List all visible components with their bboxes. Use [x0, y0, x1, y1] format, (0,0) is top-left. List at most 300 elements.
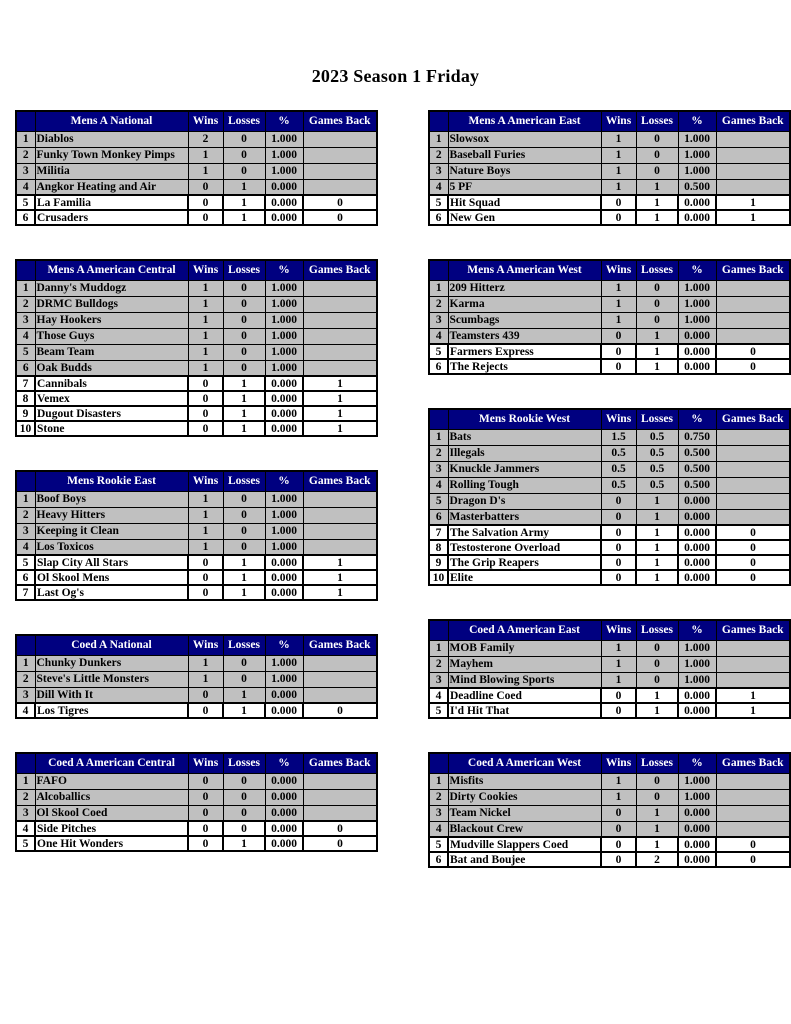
wins-cell: 0 [188, 821, 223, 836]
rank-header-cell [16, 111, 35, 131]
wins-cell: 1 [601, 640, 636, 656]
wins-cell: 0 [188, 836, 223, 851]
team-row [429, 359, 790, 374]
losses-cell: 0 [636, 773, 678, 789]
games-back-cell [303, 344, 377, 360]
pct-cell: 1.000 [265, 163, 303, 179]
team-name-cell: Hit Squad [448, 195, 601, 210]
pct-header: % [265, 260, 303, 280]
losses-header: Losses [636, 753, 678, 773]
wins-cell: 0 [601, 493, 636, 509]
pct-cell: 0.000 [678, 525, 716, 540]
losses-cell: 1 [223, 391, 265, 406]
team-row [16, 555, 377, 570]
wins-cell: 0 [188, 687, 223, 703]
wins-cell: 0 [188, 789, 223, 805]
wins-cell: 0 [601, 837, 636, 852]
team-row [16, 523, 377, 539]
wins-cell: 1 [188, 507, 223, 523]
team-name-cell: Boof Boys [35, 491, 188, 507]
games-back-cell [303, 671, 377, 687]
wins-cell: 0 [188, 703, 223, 718]
games-back-cell: 1 [303, 570, 377, 585]
pct-cell: 1.000 [265, 671, 303, 687]
team-row [429, 445, 790, 461]
games-back-cell [303, 523, 377, 539]
team-row [16, 507, 377, 523]
pct-cell: 0.000 [265, 391, 303, 406]
standings-table [15, 634, 378, 719]
table-body [16, 131, 377, 225]
pct-cell: 0.500 [678, 179, 716, 195]
wins-cell: 1 [601, 656, 636, 672]
games-back-cell [716, 445, 790, 461]
standings-table [15, 110, 378, 226]
team-row [429, 210, 790, 225]
losses-cell: 0 [223, 671, 265, 687]
pct-header: % [265, 753, 303, 773]
games-back-cell: 0 [303, 210, 377, 225]
table-header-row [16, 635, 377, 655]
table-header-row [429, 620, 790, 640]
rank-cell: 6 [16, 210, 35, 225]
team-row [16, 131, 377, 147]
team-row [429, 312, 790, 328]
losses-cell: 1 [223, 703, 265, 718]
rank-cell: 2 [16, 507, 35, 523]
pct-header: % [265, 471, 303, 491]
team-name-cell: Masterbatters [448, 509, 601, 525]
games-back-header: Games Back [716, 620, 790, 640]
pct-header: % [678, 111, 716, 131]
losses-cell: 0.5 [636, 461, 678, 477]
pct-cell: 0.000 [265, 585, 303, 600]
losses-cell: 1 [636, 328, 678, 344]
games-back-cell: 0 [303, 836, 377, 851]
losses-cell: 1 [223, 376, 265, 391]
team-row [429, 852, 790, 867]
rank-cell: 7 [16, 585, 35, 600]
rank-cell: 10 [429, 570, 448, 585]
games-back-cell [303, 539, 377, 555]
games-back-cell: 0 [716, 344, 790, 359]
games-back-cell [716, 147, 790, 163]
wins-cell: 1 [188, 296, 223, 312]
rank-cell: 5 [429, 493, 448, 509]
table-header-row [429, 753, 790, 773]
rank-cell: 2 [16, 147, 35, 163]
wins-cell: 0 [601, 509, 636, 525]
standings-table [15, 470, 378, 601]
pct-cell: 1.000 [265, 523, 303, 539]
team-name-cell: The Rejects [448, 359, 601, 374]
losses-cell: 0 [223, 280, 265, 296]
team-name-cell: Oak Budds [35, 360, 188, 376]
pct-cell: 0.000 [678, 493, 716, 509]
losses-cell: 0 [223, 523, 265, 539]
losses-cell: 1 [636, 210, 678, 225]
rank-cell: 6 [429, 509, 448, 525]
wins-cell: 1.5 [601, 429, 636, 445]
rank-cell: 2 [429, 147, 448, 163]
wins-cell: 0 [601, 525, 636, 540]
wins-cell: 1 [601, 672, 636, 688]
games-back-cell [716, 461, 790, 477]
rank-cell: 3 [16, 805, 35, 821]
games-back-cell [716, 672, 790, 688]
wins-cell: 1 [601, 131, 636, 147]
division-title: Coed A American East [448, 620, 601, 640]
rank-header-cell [429, 409, 448, 429]
team-row [16, 280, 377, 296]
team-row [16, 391, 377, 406]
wins-cell: 0 [188, 570, 223, 585]
wins-cell: 0 [601, 540, 636, 555]
games-back-cell: 0 [716, 359, 790, 374]
pct-cell: 0.000 [678, 570, 716, 585]
games-back-cell [303, 507, 377, 523]
team-name-cell: Misfits [448, 773, 601, 789]
team-row [16, 376, 377, 391]
losses-cell: 1 [636, 344, 678, 359]
losses-header: Losses [636, 409, 678, 429]
standings-table [428, 259, 791, 375]
team-name-cell: Slap City All Stars [35, 555, 188, 570]
wins-cell: 0.5 [601, 461, 636, 477]
wins-cell: 1 [188, 163, 223, 179]
team-row [16, 491, 377, 507]
losses-cell: 0 [223, 344, 265, 360]
rank-cell: 3 [16, 687, 35, 703]
pct-cell: 0.000 [678, 805, 716, 821]
wins-header: Wins [188, 753, 223, 773]
team-row [429, 672, 790, 688]
losses-header: Losses [223, 260, 265, 280]
losses-cell: 0 [636, 640, 678, 656]
games-back-cell [303, 296, 377, 312]
team-row [429, 525, 790, 540]
rank-header-cell [16, 635, 35, 655]
team-row [429, 131, 790, 147]
team-name-cell: Dirty Cookies [448, 789, 601, 805]
rank-cell: 4 [16, 179, 35, 195]
wins-header: Wins [601, 260, 636, 280]
team-name-cell: Those Guys [35, 328, 188, 344]
team-name-cell: Ol Skool Mens [35, 570, 188, 585]
losses-cell: 0.5 [636, 477, 678, 493]
pct-cell: 0.500 [678, 445, 716, 461]
wins-cell: 1 [601, 280, 636, 296]
team-row [429, 555, 790, 570]
games-back-cell: 1 [716, 703, 790, 718]
rank-cell: 3 [429, 461, 448, 477]
pct-header: % [265, 635, 303, 655]
team-name-cell: Los Tigres [35, 703, 188, 718]
pct-cell: 1.000 [678, 312, 716, 328]
pct-cell: 0.000 [678, 540, 716, 555]
wins-cell: 1 [188, 539, 223, 555]
wins-cell: 1 [188, 360, 223, 376]
team-row [429, 195, 790, 210]
losses-cell: 0.5 [636, 445, 678, 461]
team-name-cell: FAFO [35, 773, 188, 789]
games-back-cell: 0 [716, 570, 790, 585]
team-row [16, 296, 377, 312]
losses-header: Losses [223, 753, 265, 773]
games-back-cell [716, 312, 790, 328]
wins-cell: 0 [188, 421, 223, 436]
team-name-cell: The Grip Reapers [448, 555, 601, 570]
games-back-header: Games Back [303, 753, 377, 773]
rank-cell: 3 [429, 805, 448, 821]
rank-cell: 3 [16, 312, 35, 328]
team-row [16, 687, 377, 703]
rank-cell: 1 [16, 131, 35, 147]
rank-cell: 3 [16, 163, 35, 179]
team-name-cell: Side Pitches [35, 821, 188, 836]
wins-cell: 0 [601, 688, 636, 703]
rank-cell: 5 [16, 195, 35, 210]
wins-cell: 0 [188, 195, 223, 210]
page-title: 2023 Season 1 Friday [311, 66, 480, 86]
division-title: Mens A American East [448, 111, 601, 131]
rank-cell: 2 [429, 296, 448, 312]
losses-cell: 1 [223, 195, 265, 210]
pct-cell: 0.000 [678, 821, 716, 837]
team-name-cell: 209 Hitterz [448, 280, 601, 296]
rank-cell: 3 [16, 523, 35, 539]
pct-cell: 1.000 [265, 296, 303, 312]
team-row [16, 195, 377, 210]
wins-cell: 0 [601, 359, 636, 374]
pct-cell: 1.000 [265, 328, 303, 344]
team-name-cell: Angkor Heating and Air [35, 179, 188, 195]
games-back-cell [716, 163, 790, 179]
games-back-header: Games Back [716, 409, 790, 429]
pct-cell: 1.000 [678, 131, 716, 147]
pct-header: % [265, 111, 303, 131]
team-row [16, 210, 377, 225]
games-back-cell: 0 [303, 821, 377, 836]
pct-cell: 0.000 [265, 687, 303, 703]
games-back-header: Games Back [303, 260, 377, 280]
wins-cell: 0 [188, 773, 223, 789]
division-title: Mens Rookie East [35, 471, 188, 491]
wins-cell: 0 [188, 391, 223, 406]
table-body [429, 280, 790, 374]
pct-cell: 1.000 [265, 131, 303, 147]
pct-header: % [678, 753, 716, 773]
standings-table [428, 752, 791, 868]
rank-cell: 4 [16, 703, 35, 718]
wins-header: Wins [188, 471, 223, 491]
losses-header: Losses [636, 260, 678, 280]
losses-header: Losses [223, 635, 265, 655]
team-row [16, 163, 377, 179]
wins-cell: 1 [188, 523, 223, 539]
rank-cell: 6 [429, 210, 448, 225]
team-name-cell: MOB Family [448, 640, 601, 656]
pct-cell: 0.000 [678, 344, 716, 359]
rank-cell: 7 [16, 376, 35, 391]
wins-cell: 0 [601, 344, 636, 359]
team-row [16, 585, 377, 600]
games-back-header: Games Back [716, 753, 790, 773]
team-name-cell: Mayhem [448, 656, 601, 672]
table-body [16, 773, 377, 851]
losses-cell: 0 [223, 655, 265, 671]
games-back-cell [716, 280, 790, 296]
team-row [16, 805, 377, 821]
team-name-cell: Nature Boys [448, 163, 601, 179]
losses-cell: 1 [636, 525, 678, 540]
losses-cell: 0 [223, 539, 265, 555]
games-back-cell: 1 [716, 195, 790, 210]
games-back-cell [716, 773, 790, 789]
rank-cell: 4 [429, 477, 448, 493]
team-row [16, 836, 377, 851]
games-back-cell [716, 509, 790, 525]
team-row [429, 280, 790, 296]
pct-cell: 1.000 [265, 655, 303, 671]
team-row [429, 296, 790, 312]
rank-cell: 8 [16, 391, 35, 406]
games-back-cell [716, 493, 790, 509]
team-name-cell: Alcoballics [35, 789, 188, 805]
losses-cell: 0 [223, 773, 265, 789]
team-name-cell: Testosterone Overload [448, 540, 601, 555]
team-name-cell: I'd Hit That [448, 703, 601, 718]
table-body [429, 773, 790, 867]
team-row [429, 344, 790, 359]
pct-cell: 1.000 [678, 656, 716, 672]
table-body [16, 491, 377, 600]
team-name-cell: Heavy Hitters [35, 507, 188, 523]
games-back-header: Games Back [303, 111, 377, 131]
games-back-cell [303, 147, 377, 163]
pct-cell: 0.000 [678, 688, 716, 703]
games-back-cell [303, 131, 377, 147]
games-back-cell: 0 [716, 837, 790, 852]
division-title: Coed A American Central [35, 753, 188, 773]
games-back-cell: 1 [303, 376, 377, 391]
wins-cell: 1 [188, 655, 223, 671]
pct-cell: 1.000 [265, 312, 303, 328]
pct-cell: 0.000 [678, 703, 716, 718]
rank-cell: 5 [16, 836, 35, 851]
pct-cell: 1.000 [265, 147, 303, 163]
wins-cell: 1 [188, 671, 223, 687]
team-row [429, 656, 790, 672]
pct-cell: 1.000 [678, 773, 716, 789]
losses-cell: 1 [636, 179, 678, 195]
table-body [429, 640, 790, 718]
pct-cell: 0.000 [678, 555, 716, 570]
pct-cell: 0.000 [265, 703, 303, 718]
wins-cell: 1 [601, 312, 636, 328]
pct-cell: 0.000 [678, 328, 716, 344]
games-back-cell: 0 [716, 852, 790, 867]
team-row [429, 640, 790, 656]
division-title: Coed A American West [448, 753, 601, 773]
wins-cell: 1 [601, 147, 636, 163]
pct-header: % [678, 409, 716, 429]
rank-header-cell [16, 753, 35, 773]
division-title: Mens A American Central [35, 260, 188, 280]
losses-header: Losses [223, 471, 265, 491]
rank-cell: 1 [16, 655, 35, 671]
team-row [429, 477, 790, 493]
team-name-cell: Crusaders [35, 210, 188, 225]
rank-cell: 1 [429, 640, 448, 656]
losses-header: Losses [636, 111, 678, 131]
team-row [429, 540, 790, 555]
games-back-cell [716, 656, 790, 672]
wins-header: Wins [188, 111, 223, 131]
team-name-cell: Teamsters 439 [448, 328, 601, 344]
wins-cell: 1 [601, 163, 636, 179]
wins-cell: 0.5 [601, 477, 636, 493]
losses-cell: 1 [636, 540, 678, 555]
team-name-cell: Dragon D's [448, 493, 601, 509]
team-row [429, 493, 790, 509]
pct-cell: 0.000 [265, 406, 303, 421]
team-name-cell: Last Og's [35, 585, 188, 600]
standings-table [428, 110, 791, 226]
games-back-cell [716, 477, 790, 493]
games-back-cell [303, 280, 377, 296]
losses-cell: 0 [223, 805, 265, 821]
pct-cell: 1.000 [265, 344, 303, 360]
rank-cell: 4 [429, 328, 448, 344]
rank-cell: 2 [16, 671, 35, 687]
losses-cell: 1 [636, 805, 678, 821]
games-back-cell: 1 [303, 406, 377, 421]
games-back-cell: 1 [303, 421, 377, 436]
rank-cell: 2 [16, 296, 35, 312]
pct-cell: 0.500 [678, 477, 716, 493]
rank-header-cell [429, 620, 448, 640]
team-name-cell: Deadline Coed [448, 688, 601, 703]
losses-cell: 0 [223, 789, 265, 805]
table-header-row [16, 753, 377, 773]
pct-cell: 0.000 [265, 570, 303, 585]
rank-cell: 6 [16, 360, 35, 376]
team-name-cell: Slowsox [448, 131, 601, 147]
rank-cell: 4 [429, 821, 448, 837]
rank-cell: 5 [16, 555, 35, 570]
team-row [16, 147, 377, 163]
table-header-row [16, 471, 377, 491]
games-back-cell [303, 328, 377, 344]
losses-cell: 0 [223, 296, 265, 312]
games-back-cell: 0 [716, 555, 790, 570]
pct-cell: 0.000 [265, 836, 303, 851]
pct-cell: 1.000 [678, 147, 716, 163]
standings-table [15, 259, 378, 437]
rank-cell: 6 [16, 570, 35, 585]
wins-header: Wins [601, 409, 636, 429]
rank-cell: 4 [16, 539, 35, 555]
games-back-cell [716, 821, 790, 837]
standings-table [428, 619, 791, 719]
rank-cell: 5 [429, 195, 448, 210]
games-back-cell [716, 131, 790, 147]
pct-cell: 0.000 [678, 837, 716, 852]
losses-cell: 1 [636, 195, 678, 210]
rank-cell: 2 [16, 789, 35, 805]
losses-cell: 1 [636, 703, 678, 718]
